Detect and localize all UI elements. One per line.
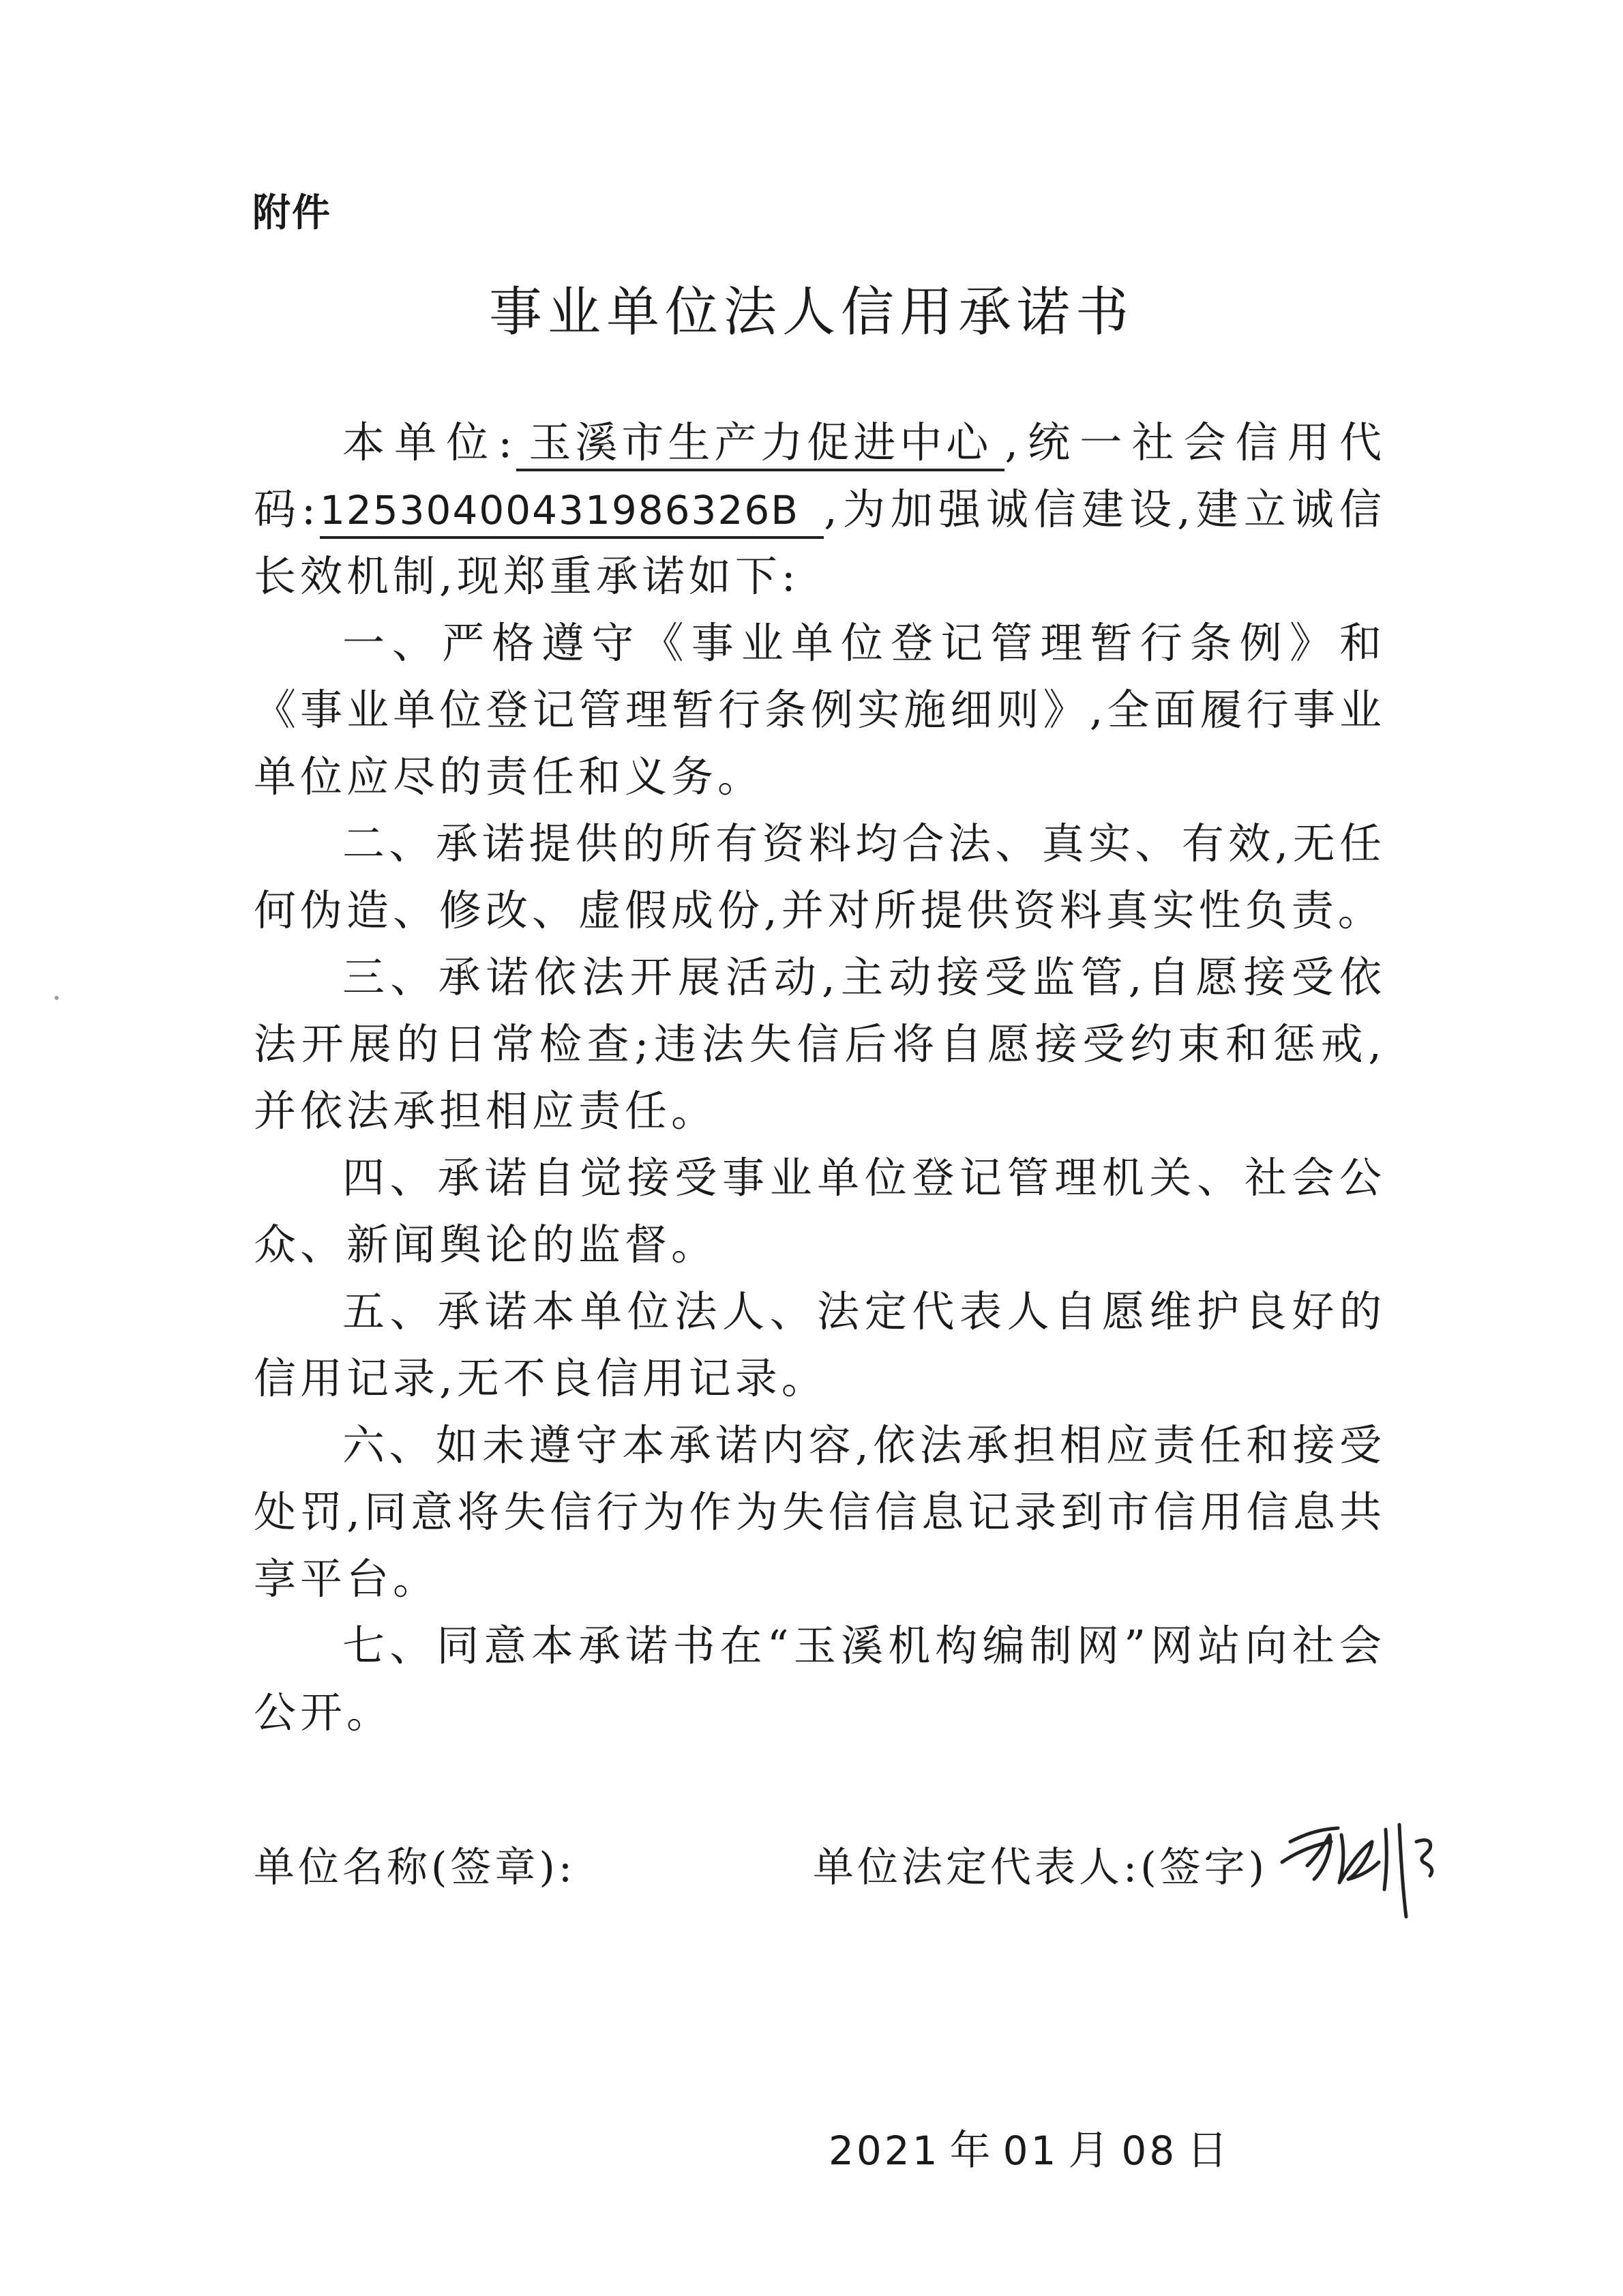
clause-7: 七、同意本承诺书在“玉溪机构编制网”网站向社会公开。 (254, 1621, 1386, 1737)
clause-6: 六、如未遵守本承诺内容,依法承担相应责任和接受处罚,同意将失信行为作为失信信息记录到市信用信息共享平台。 (254, 1420, 1386, 1604)
intro-paragraph (254, 409, 1386, 610)
credit-code-field: 12530400431986326B (320, 484, 824, 539)
date-day-unit: 日 (1187, 2127, 1231, 2175)
clause-1: 一、严格遵守《事业单位登记管理暂行条例》和《事业单位登记管理暂行条例实施细则》,全面履行事业单位应尽的责任和义务。 (254, 618, 1386, 801)
date-month: 01 (1002, 2128, 1059, 2174)
clause-4: 四、承诺自觉接受事业单位登记管理机关、社会公众、新闻舆论的监督。 (254, 1153, 1386, 1269)
clause-2: 二、承诺提供的所有资料均合法、真实、有效,无任何伪造、修改、虚假成份,并对所提供资料真实性负责。 (254, 819, 1386, 935)
document-date (829, 2118, 1240, 2177)
document-title: 事业单位法人信用承诺书 (488, 282, 1134, 343)
date-day: 08 (1121, 2128, 1178, 2174)
scan-speck (55, 996, 59, 1000)
document-body (254, 409, 1386, 1746)
date-year: 2021 (829, 2128, 940, 2174)
unit-name-field: 玉溪市生产力促进中心 (516, 417, 1004, 471)
intro-suffix: ,为加强诚信建设,建立诚信长效机制,现郑重承诺如下: (254, 484, 1386, 601)
date-year-unit: 年 (949, 2127, 994, 2175)
intro-prefix: 本单位: (342, 417, 517, 467)
legal-rep-label: 单位法定代表人:(签字) (813, 1844, 1268, 1892)
date-month-unit: 月 (1068, 2127, 1112, 2175)
handwritten-signature-icon (1277, 1814, 1474, 1924)
intro-middle: ,统一社会信用代码: (254, 417, 1386, 534)
attachment-label: 附件 (252, 191, 331, 235)
clause-3: 三、承诺依法开展活动,主动接受监管,自愿接受依法开展的日常检查;违法失信后将自愿接受约束和惩戒,并依法承担相应责任。 (254, 952, 1386, 1136)
unit-seal-label: 单位名称(签章): (254, 1844, 576, 1892)
clause-5: 五、承诺本单位法人、法定代表人自愿维护良好的信用记录,无不良信用记录。 (254, 1286, 1386, 1403)
